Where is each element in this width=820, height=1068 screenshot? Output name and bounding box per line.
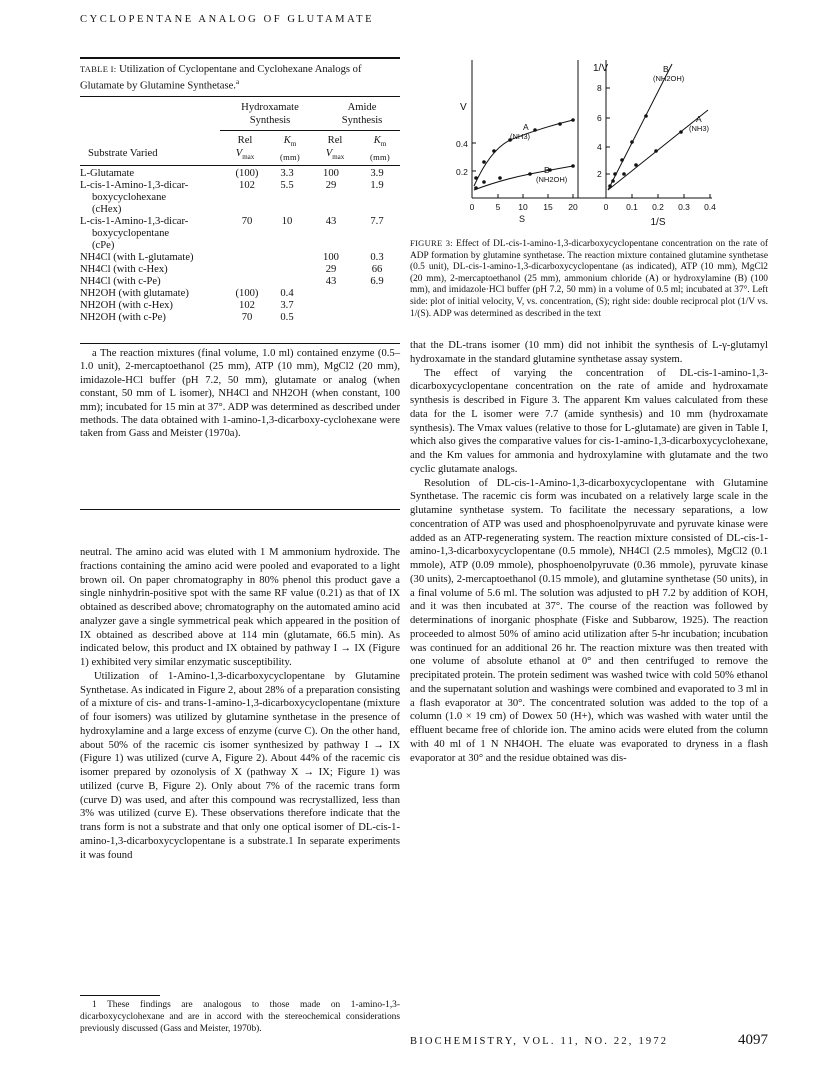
data-point xyxy=(608,184,612,188)
data-point xyxy=(630,140,634,144)
paragraph: Utilization of 1-Amino-1,3-dicarboxycyclopentane by Glutamine Synthetase. As indicated in Figure 2, about 28% of a preparation consisting of a mixture of cis- and trans-1-amino-1,3-dicarboxycyclopentane (mixture of four isomers) was utilized by glutamine synthetase in the presence of hydroxylamine and a large excess of enzyme (curve C). On the other hand, about 50% of the racemic cis isomer synthesized by pathway I → IX (Figure 1) was utilized (curve A, Figure 2). About 44% of the racemic cis isomer prepared by ozonolysis of X (pathway X → IX; Figure 1) was utilized (curve B, Figure 2). Only about 7% of the racemic trans form (curve D) was used, and after this compound was recrystallized, less than 3% was utilized (curve E). These observations therefore indicate that the trans form is not a substrate and that only one optical isomer of DL-cis-1-amino-1,3-dicarboxycyclopentane is a substrate.1 In separate experiments it was found xyxy=(80,670,400,861)
value-cell xyxy=(308,312,354,324)
substrate-cell: L-cis-1-Amino-1,3-dicar- xyxy=(80,216,189,227)
table-row xyxy=(80,312,400,324)
value-cell xyxy=(354,300,400,312)
data-point xyxy=(622,172,626,176)
right-ytick-label: 2 xyxy=(597,169,602,179)
table-body xyxy=(80,168,400,324)
value-cell xyxy=(266,192,308,204)
paragraph: that the DL-trans isomer (10 mm) did not inhibit the synthesis of L-γ-glutamyl hydroxamate in the standard glutamine synthetase assay system. xyxy=(410,340,768,365)
footnote-1: 1 These findings are analogous to those made on 1-amino-1,3-dicarboxycyclohexane and are in accord with the stereochemical considerations previously discussed (Gass and Meister, 1970b). xyxy=(80,1000,400,1034)
value-cell xyxy=(354,312,400,324)
table-top-rule xyxy=(80,57,400,59)
data-point xyxy=(679,130,683,134)
figure-caption: FIGURE 3: Effect of DL-cis-1-amino-1,3-dicarboxycyclopentane concentration on the rate of ADP formation by glutamine synthetase. The reaction mixture contained glutamine synthetase (0.5 unit), DL-cis-1-amino-1,3-dicarboxycyclopentane (as indicated), ATP (10 mm), MgCl2 (20 mm), 2-mercaptoethanol (25 mm), ammonium chloride (A) or hydroxylamine (B) (100 mm), and imidazole·HCl buffer (pH 7.2, 50 mm) in a volume of 0.5 ml; incubated at 37°. Left side: plot of initial velocity, V, vs. concentration, (S); right side: double reciprocal plot (1/V vs. 1/(S). ADP was determined as described in the text xyxy=(410,238,768,319)
left-xtick-label: 15 xyxy=(543,202,553,212)
value-cell: 43 xyxy=(325,276,337,287)
table-row xyxy=(80,240,400,252)
data-point xyxy=(482,160,486,164)
value-cell xyxy=(266,228,308,240)
curve-label-a-right: A xyxy=(696,114,702,124)
substrate-cell: (cHex) xyxy=(92,204,122,215)
right-xtick-label: 0.4 xyxy=(704,202,716,212)
data-point xyxy=(620,158,624,162)
right-xtick-label: 0 xyxy=(603,202,609,212)
value-cell: 66 xyxy=(371,264,383,275)
right-ytick-label: 6 xyxy=(597,113,602,123)
paragraph: neutral. The amino acid was eluted with 1 M ammonium hydroxide. The fractions containing the amino acid were pooled and evaporated to a light brown oil. On paper chromatography in 80% phenol this product gave a single ninhydrin-positive spot with the same RF value (0.21) as that of IX obtained as described above; chromatography on the automated amino acid analyzer gave a single symmetrical peak which appeared in the position of IX obtained as described above at 114 min (glutamate, 66.5 min). As indicated below, this product and IX obtained by pathway I → IX (Figure 1) exhibited very similar enzymatic susceptibility. xyxy=(80,547,400,668)
substrate-cell: NH2OH (with c-Pe) xyxy=(80,312,166,323)
value-cell xyxy=(308,240,354,252)
left-column-text xyxy=(80,546,400,862)
value-cell: 102 xyxy=(239,300,255,311)
substrate-cell: NH2OH (with glutamate) xyxy=(80,288,189,299)
value-cell xyxy=(228,192,266,204)
value-cell xyxy=(266,204,308,216)
data-point xyxy=(492,149,496,153)
footnote-rule xyxy=(80,995,160,996)
data-point xyxy=(571,118,575,122)
paragraph: Resolution of DL-cis-1-Amino-1,3-dicarboxycyclopentane with Glutamine Synthetase. The racemic cis form was incubated on a relatively large scale in the glutamine synthetase system. To facilitate the necessary separations, a low concentration of ATP was used and phosphoenolpyruvate and pyruvate kinase were added as an ATP-regenerating system. The reaction mixture consisted of DL-cis-1-amino-1,3-dicarboxycyclopentane (0.5 mmole), NH4Cl (2.5 mmoles), MgCl2 (0.1 mmole), ATP (0.09 mmole), phosphoenolpyruvate (0.36 mmole), pyruvate kinase (30 units), 2-mercaptoethanol (0.15 mmole), and glutamine synthetase (50 units), in a final volume of 5.6 ml. The solution was adjusted to pH 7.2 by addition of KOH, and it was then incubated at 37°. The course of the reaction was followed by determinations of inorganic phosphate (Fiske and Subbarow, 1925). The reaction proceeded to almost 50% of amino acid utilization after 5-hr incubation; incubation was continued for an additional 26 hr. The reaction mixture was then treated with one volume of absolute ethanol at 0° and then centrifuged to remove the precipitated protein. The protein sediment was washed twice with cold 50% ethanol and the supernatant solution and washings were combined and evaporated to 3 ml in a flash evaporator at 30°. The concentrated solution was added to the top of a column (1.0 × 19 cm) of Dowex 50 (H+), which was washed with water until the effluent became free of chloride ion. The amino acids were eluted from the column with 40 ml of 1 N NH4OH. The eluate was evaporated to dryness in a flash evaporator at 30° and the residue obtained was dis- xyxy=(410,477,768,764)
value-cell xyxy=(354,288,400,300)
curve-label-a: A xyxy=(523,122,529,132)
substrate-cell: NH2OH (with c-Hex) xyxy=(80,300,173,311)
value-cell: (100) xyxy=(235,168,259,179)
value-cell xyxy=(308,192,354,204)
value-cell: 43 xyxy=(325,216,337,227)
table-row xyxy=(80,228,400,240)
data-point xyxy=(474,176,478,180)
value-cell: 0.3 xyxy=(370,252,384,263)
value-cell xyxy=(266,240,308,252)
data-point xyxy=(498,176,502,180)
amide-group-header: Amide Synthesis xyxy=(341,102,383,126)
value-cell: 0.5 xyxy=(280,312,294,323)
value-cell xyxy=(228,276,266,288)
table-row xyxy=(80,264,400,276)
value-cell: 102 xyxy=(239,180,255,191)
curve-label-b: B xyxy=(544,165,550,175)
left-xtick-label: 0 xyxy=(469,202,475,212)
running-head: CYCLOPENTANE ANALOG OF GLUTAMATE xyxy=(80,14,375,25)
table-row xyxy=(80,216,400,228)
value-cell: 100 xyxy=(323,252,339,263)
left-xlabel: S xyxy=(518,214,526,224)
value-cell: 70 xyxy=(241,312,253,323)
table-row xyxy=(80,180,400,192)
table-bottom-rule xyxy=(80,509,400,510)
data-point xyxy=(558,122,562,126)
table-subrule xyxy=(220,130,400,131)
value-cell xyxy=(228,228,266,240)
right-xlabel: 1/S xyxy=(650,217,666,228)
curve-label-b-right: B xyxy=(663,64,669,74)
value-cell: 0.4 xyxy=(280,288,294,299)
value-cell: 10 xyxy=(281,216,293,227)
right-xtick-label: 0.2 xyxy=(652,202,664,212)
value-cell xyxy=(228,264,266,276)
value-cell xyxy=(266,276,308,288)
table-row xyxy=(80,276,400,288)
data-point xyxy=(634,163,638,167)
table-row xyxy=(80,204,400,216)
data-point xyxy=(533,128,537,132)
value-cell: 70 xyxy=(241,216,253,227)
substrate-cell: L-cis-1-Amino-1,3-dicar- xyxy=(80,180,189,191)
value-cell xyxy=(266,252,308,264)
data-point xyxy=(611,179,615,183)
right-ytick-label: 4 xyxy=(597,142,602,152)
substrate-cell: boxycyclohexane xyxy=(92,192,167,203)
value-cell: 3.9 xyxy=(370,168,384,179)
data-point xyxy=(528,172,532,176)
data-point xyxy=(482,180,486,184)
right-xtick-label: 0.3 xyxy=(678,202,690,212)
value-cell xyxy=(308,288,354,300)
data-point xyxy=(644,114,648,118)
table-row xyxy=(80,192,400,204)
value-cell xyxy=(354,228,400,240)
curve-label-nh2oh-right: (NH2OH) xyxy=(653,74,685,83)
table-rule xyxy=(80,96,400,97)
substrate-cell: boxycyclopentane xyxy=(92,228,170,239)
table-caption: TABLE I: Utilization of Cyclopentane and Cyclohexane Analogs of Glutamate by Glutamine Synthetase.$^a$ xyxy=(80,64,362,92)
left-xtick-label: 20 xyxy=(568,202,578,212)
value-cell: 5.5 xyxy=(280,180,294,191)
value-cell: (100) xyxy=(235,288,259,299)
left-xtick-label: 5 xyxy=(495,202,501,212)
curve-label-nh3-right: (NH3) xyxy=(689,124,709,133)
figure-3-chart xyxy=(410,50,800,230)
page-footer xyxy=(410,1032,768,1049)
value-cell xyxy=(266,264,308,276)
right-ytick-label: 8 xyxy=(597,83,602,93)
value-cell: 100 xyxy=(323,168,339,179)
data-point xyxy=(613,172,617,176)
journal-citation: BIOCHEMISTRY, VOL. 11, NO. 22, 1972 xyxy=(410,1036,669,1047)
right-ylabel: 1/V xyxy=(593,63,609,74)
substrate-cell: (cPe) xyxy=(92,240,115,251)
value-cell xyxy=(308,300,354,312)
curve-label-nh3: (NH3) xyxy=(510,132,530,141)
value-cell: 1.9 xyxy=(370,180,384,191)
table-rule xyxy=(80,165,400,166)
value-cell xyxy=(308,228,354,240)
right-xtick-label: 0.1 xyxy=(626,202,638,212)
value-cell xyxy=(228,252,266,264)
table-row xyxy=(80,168,400,180)
data-point xyxy=(571,164,575,168)
value-cell: 29 xyxy=(325,180,337,191)
hydroxamate-group-header: Hydroxamate Synthesis xyxy=(241,102,299,126)
value-cell xyxy=(354,204,400,216)
data-point xyxy=(474,186,478,190)
table-row xyxy=(80,288,400,300)
value-cell xyxy=(354,192,400,204)
left-ytick-label: 0.4 xyxy=(456,139,468,149)
table-row xyxy=(80,300,400,312)
value-cell: 7.7 xyxy=(370,216,384,227)
value-cell xyxy=(354,240,400,252)
curve-label-nh2oh: (NH2OH) xyxy=(536,175,568,184)
value-cell xyxy=(228,240,266,252)
table-rule xyxy=(80,343,400,344)
left-ylabel: V xyxy=(460,102,467,113)
substrate-cell: NH4Cl (with c-Hex) xyxy=(80,264,168,275)
right-column-text xyxy=(410,339,768,765)
substrate-cell: NH4Cl (with L-glutamate) xyxy=(80,252,194,263)
data-point xyxy=(654,149,658,153)
value-cell: 6.9 xyxy=(370,276,384,287)
value-cell: 3.3 xyxy=(280,168,294,179)
substrate-cell: NH4Cl (with c-Pe) xyxy=(80,276,161,287)
substrate-cell: L-Glutamate xyxy=(80,168,135,179)
value-cell xyxy=(228,204,266,216)
table-footnote: a The reaction mixtures (final volume, 1.0 ml) contained enzyme (0.5–1.0 unit), 2-mercaptoethanol (25 mm), ATP (10 mm), MgCl2 (20 mm), imidazole-HCl buffer (pH 7.2, 50 mm), glutamate or analog (when constant, 50 mm of L isomer), NH4Cl and NH2OH (when constant, 100 mm); incubated for 15 min at 37°. ADP was determined as described under methods. The data obtained with 1-amino-1,3-dicarboxy-cyclohexane were taken from Gass and Meister (1970a). xyxy=(80,348,400,440)
page-number: 4097 xyxy=(738,1032,768,1048)
left-ytick-label: 0.2 xyxy=(456,167,468,177)
paragraph: The effect of varying the concentration of DL-cis-1-amino-1,3-dicarboxycyclopentane concentration on the rate of amide and hydroxamate synthesis is described in Figure 3. The apparent Km values calculated from these data for the L isomer were 7.7 (amide synthesis) and 10 mm (hydroxamate synthesis). The Vmax values (relative to those for L-glutamate) are given in Table I, which also gives the comparative values for cis-1-amino-1,3-dicarboxycyclohexane, and the Km values for ammonia and hydroxylamine with glutamate and the two cyclic glutamate analogs. xyxy=(410,367,768,475)
left-xtick-label: 10 xyxy=(518,202,528,212)
table-row xyxy=(80,252,400,264)
value-cell: 29 xyxy=(325,264,337,275)
curve-a-right xyxy=(608,110,708,190)
value-cell: 3.7 xyxy=(280,300,294,311)
value-cell xyxy=(308,204,354,216)
